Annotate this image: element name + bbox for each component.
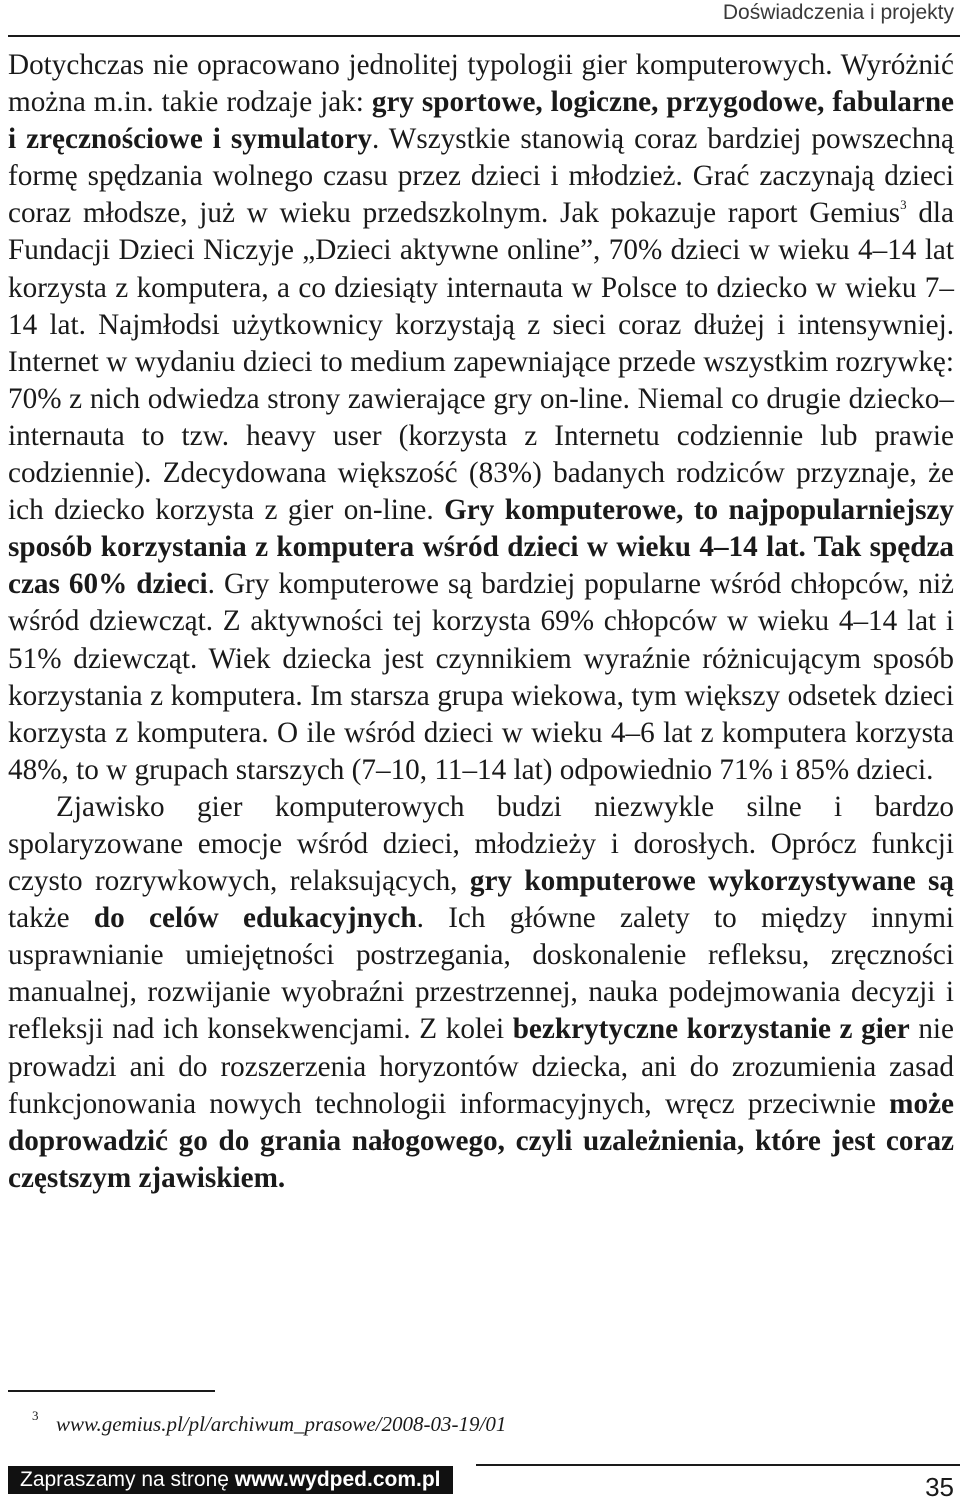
- p2-bold-2: do celów edukacyjnych: [93, 902, 417, 935]
- footer-banner: [8, 1466, 453, 1494]
- header-divider: [8, 35, 960, 37]
- p1-bold-1: gry sportowe, logiczne, przygodowe, fabularne i zręcznościowe i symulatory: [8, 86, 955, 156]
- p2-text-4: nie prowadzi ani do rozszerzenia horyzontów dziecka, ani do zrozumienia zasad funkcjonowania nowych technologii informacyjnych, wręcz przeciwnie: [8, 1013, 954, 1120]
- article-body: [8, 47, 954, 1197]
- footer-website-link[interactable]: www.wydped.com.pl: [234, 1468, 441, 1491]
- footer-invite-text: Zapraszamy na stronę: [20, 1468, 235, 1491]
- footnote-reference[interactable]: 3: [900, 196, 907, 212]
- p1-text-2: . Wszystkie stanowią coraz bardziej powszechną formę spędzania wolnego czasu przez dzieci i młodzież. Grać zaczynają dzieci coraz młodsze, już w wieku przedszkolnym. Jak pokazuje raport Gemius: [8, 123, 954, 230]
- page-number: 35: [925, 1472, 954, 1502]
- p2-bold-1: gry komputerowe wykorzystywane są: [469, 865, 954, 898]
- p2-text-3: . Ich główne zalety to między innymi usprawnianie umiejętności postrzegania, doskonalenie refleksu, zręczności manualnej, rozwijanie wyobraźni przestrzennej, nauka podejmowania decyzji i refleksji nad ich konsekwencjami. Z kolei: [8, 902, 955, 1046]
- footer-divider: [476, 1464, 960, 1466]
- footnote-marker: 3: [32, 1408, 39, 1423]
- footnote-link[interactable]: www.gemius.pl/pl/archiwum_prasowe/2008-03-19/01: [56, 1412, 507, 1436]
- p1-bold-2: Gry komputerowe, to najpopularniejszy sposób korzystania z komputera wśród dzieci w wieku 4–14 lat. Tak spędza czas 60% dzieci: [8, 494, 954, 601]
- p2-text-2: także: [8, 902, 94, 935]
- running-head-title: Doświadczenia i projekty: [722, 1, 954, 24]
- p1-text-3: dla Fundacji Dzieci Niczyje „Dzieci aktywne online”, 70% dzieci w wieku 4–14 lat korzysta z komputera, a co dziesiąty internauta w Polsce to dziecko w wieku 7–14 lat. Najmłodsi użytkownicy korzystają z sieci coraz dłużej i intensywniej. Internet w wydaniu dzieci to medium zapewniające przede wszystkim rozrywkę: 70% z nich odwiedza strony zawierające gry on-line. Niemal co drugie dziecko–internauta to tzw. heavy user (korzysta z Internetu codziennie lub prawie codziennie). Zdecydowana większość (83%) badanych rodziców przyznaje, że ich dziecko korzysta z gier on-line.: [8, 197, 954, 527]
- paragraph-1: [8, 47, 954, 789]
- p2-bold-3: bezkrytyczne korzystanie z gier: [512, 1013, 910, 1046]
- footnote-divider: [8, 1390, 215, 1392]
- p2-text-1: Zjawisko gier komputerowych budzi niezwykle silne i bardzo spolaryzowane emocje wśród dzieci, młodzieży i dorosłych. Oprócz funkcji czysto rozrywkowych, relaksujących,: [8, 790, 954, 898]
- p2-bold-4: może doprowadzić go do grania nałogowego, czyli uzależnienia, które jest coraz częstszym zjawiskiem.: [8, 1087, 954, 1194]
- p1-text-4: . Gry komputerowe są bardziej popularne wśród chłopców, niż wśród dziewcząt. Z aktywności tej korzysta 69% chłopców w wieku 4–14 lat i 51% dziewcząt. Wiek dziecka jest czynnikiem wyraźnie różnicującym sposób korzystania z komputera. Im starsza grupa wiekowa, tym większy odsetek dzieci korzysta z komputera. O ile wśród dzieci w wieku 4–6 lat z komputera korzysta 48%, to w grupach starszych (7–10, 11–14 lat) odpowiednio 71% i 85% dzieci.: [8, 568, 955, 786]
- footnote: [32, 1408, 507, 1438]
- paragraph-2: [8, 789, 954, 1197]
- p1-text-1: Dotychczas nie opracowano jednolitej typologii gier komputerowych. Wyróżnić można m.in. takie rodzaje jak:: [8, 49, 954, 119]
